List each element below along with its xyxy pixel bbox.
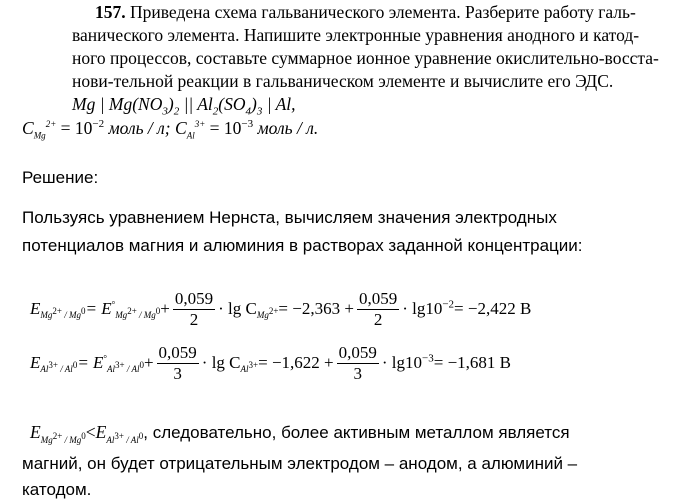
problem-line-1: 157. Приведена схема гальванического элемента. Разберите работу галь-: [95, 2, 636, 22]
galvanic-scheme: Mg | $Mg(NO_3)_2$ || $Al_2(SO_4)_3$ | Al,: [72, 94, 296, 118]
solution-heading: Решение:: [22, 168, 99, 187]
solution-intro-2: потенциалов магния и алюминия в растворах заданной концентрации:: [22, 236, 583, 255]
problem-number: 157.: [95, 2, 126, 22]
problem-line-2: ванического элемента. Напишите электронные уравнения анодного и катод-: [72, 25, 640, 45]
nernst-equation-al: $E_{Al^{3+} / Al^0}$ = $E^\circ_{Al^{3+} / Al^0}$ + $\frac{0,059}{3}$ · $\lg C_{Al^{3+}}$ = −1,622 + $\frac{0,059}{3}$ · $\lg 10^{-3}$ = −1,681 B: [30, 342, 511, 383]
problem-line-4: нови-тельной реакции в гальваническом элементе и вычислите его ЭДС.: [72, 71, 614, 91]
fraction-al-1: $\frac{0,059}{3}$: [158, 342, 197, 383]
nernst-equation-mg: $E_{Mg^{2+} / Mg^0}$ = $E^\circ_{Mg^{2+} / Mg^0}$ + $\frac{0,059}{2}$ · $\lg C_{Mg^{2+}}$ = −2,363 + $\frac{0,059}{2}$ · $\lg 10^{-2}$ = −2,422 B: [30, 288, 532, 329]
conclusion-line-1: $E_{Mg^{2+} / Mg^0}$ < $E_{Al^{3+} / Al^0}$ , следовательно, более активным металлом является: [30, 422, 570, 445]
concentrations: $C_{Mg}^{2+} = 10^{-2}$ моль / л; $C_{Al}^{3+} = 10^{-3}$ моль / л.: [22, 118, 319, 141]
fraction-al-2: $\frac{0,059}{3}$: [338, 342, 377, 383]
fraction-mg-1: $\frac{0,059}{2}$: [174, 288, 214, 329]
solution-intro-1: Пользуясь уравнением Нернста, вычисляем значения электродных: [22, 208, 557, 227]
conclusion-line-2: магний, он будет отрицательным электродом – анодом, а алюминий –: [22, 454, 578, 473]
problem-line-3: ного процессов, составьте суммарное ионное уравнение окислительно-восста-: [72, 48, 659, 68]
fraction-mg-2: $\frac{0,059}{2}$: [358, 288, 398, 329]
conclusion-line-3: катодом.: [22, 480, 92, 499]
